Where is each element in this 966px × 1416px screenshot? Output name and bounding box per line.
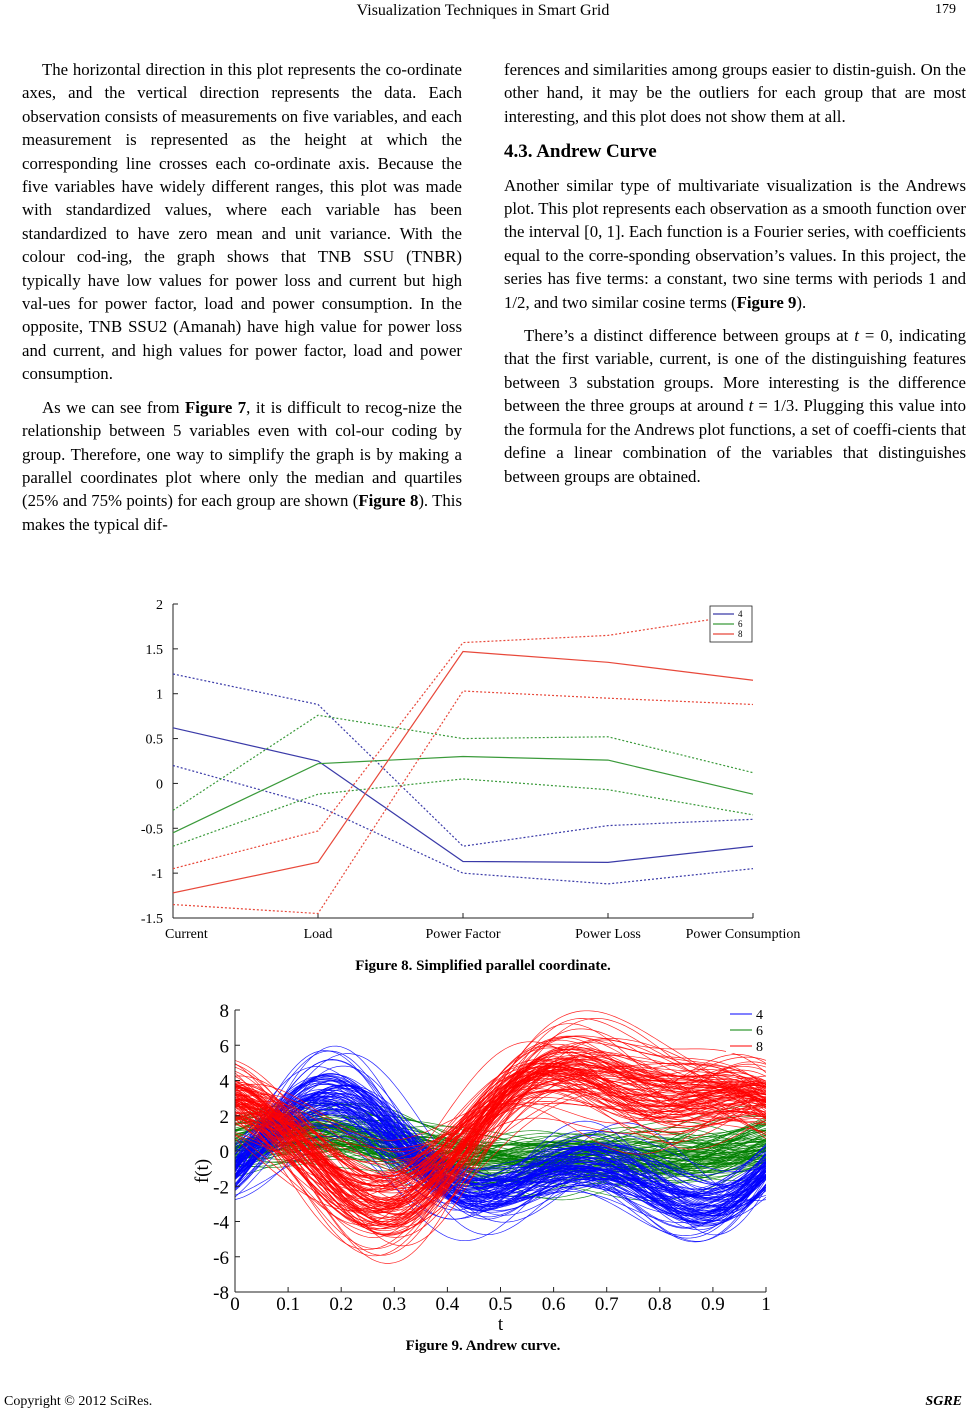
section-heading: 4.3. Andrew Curve: [504, 141, 657, 163]
y-tick-label: -6: [213, 1247, 229, 1269]
x-tick-label: 0: [230, 1294, 240, 1315]
paragraph: As we can see from Figure 7, it is difficult to recog-nize the relationship between 5 variables even with col-our coding by group. Therefore, one way to simplify the graph is by making a parallel coordinates plot where only the median and quartiles (25% and 75% points) for each group are shown (Figure 8). This makes the typical dif-: [22, 397, 462, 534]
y-tick-label: -1.5: [140, 912, 163, 927]
series-line-4-median: [173, 728, 753, 863]
x-tick-label: 0.7: [594, 1294, 619, 1315]
paragraph: Another similar type of multivariate visualization is the Andrews plot. This plot represents each observation as a smooth function over the interval [0, 1]. Each function is a Fourier series, with coefficients equal to the corre-sponding observation’s values. In this project, the series has five terms: a constant, two sine terms with periods 1 and 1/2, and two similar cosine terms (Figure 9).: [504, 175, 966, 312]
curves-group: [235, 1011, 766, 1264]
series-line-4-q75: [173, 674, 753, 846]
y-tick-label: -1: [151, 867, 163, 883]
figure-9-chart: [190, 1000, 790, 1336]
x-tick-label: 0.1: [276, 1294, 300, 1315]
y-tick-label: -4: [213, 1212, 229, 1234]
figure-ref[interactable]: Figure 8: [358, 491, 419, 511]
x-tick-label: Power Factor: [425, 927, 501, 942]
y-tick-label: -2: [213, 1177, 229, 1199]
running-header: Visualization Techniques in Smart Grid: [356, 2, 610, 19]
x-tick-label: Power Consumption: [685, 927, 801, 942]
x-tick-label: 0.8: [647, 1294, 672, 1315]
y-tick-label: 1: [156, 687, 163, 703]
x-tick-label: 0.2: [329, 1294, 354, 1315]
x-tick-label: 0.5: [488, 1294, 513, 1315]
x-tick-label: 0.4: [435, 1294, 460, 1315]
x-axis-label: t: [497, 1314, 504, 1335]
y-tick-label: 6: [219, 1036, 229, 1058]
left-column: [22, 58, 462, 546]
journal-name: SGRE: [925, 1394, 962, 1409]
series-line-6-q75: [173, 715, 753, 810]
paragraph: There’s a distinct difference between groups at t = 0, indicating that the first variable, current, is one of the distinguishing features between 3 substation groups. More interesting is the difference between the three groups at around t = 1/3. Plugging this value into the formula for the Andrews plot functions, a set of coeffi-cients that define a linear combination of the variables that distinguishes between groups are obtained.: [504, 326, 966, 486]
x-tick-label: 1: [761, 1294, 771, 1315]
page-number: 179: [935, 2, 956, 17]
right-column: [504, 58, 966, 498]
y-tick-label: -8: [213, 1283, 229, 1304]
x-tick-label: Power Loss: [575, 927, 641, 942]
y-tick-label: 0.5: [145, 732, 163, 748]
y-tick-label: 4: [219, 1071, 229, 1093]
figure-9-caption: Figure 9. Andrew curve.: [405, 1338, 561, 1354]
figure-ref[interactable]: Figure 9: [736, 292, 797, 312]
copyright: Copyright © 2012 SciRes.: [4, 1394, 153, 1409]
legend-label: 8: [756, 1040, 763, 1055]
figure-ref[interactable]: Figure 7: [185, 397, 247, 417]
series-line-6-q25: [173, 779, 753, 846]
legend-label: 4: [738, 609, 743, 619]
legend-label: 6: [738, 619, 743, 629]
series-line-8-median: [173, 652, 753, 893]
y-tick-label: 1.5: [145, 642, 163, 658]
y-tick-label: 0: [219, 1142, 229, 1163]
series-line-6-median: [173, 757, 753, 833]
y-tick-label: 2: [219, 1106, 229, 1128]
y-tick-label: -0.5: [140, 822, 163, 838]
figure-8-caption: Figure 8. Simplified parallel coordinate.: [355, 958, 611, 974]
y-tick-label: 0: [156, 777, 163, 793]
x-tick-label: 0.6: [541, 1294, 566, 1315]
paragraph: The horizontal direction in this plot represents the co-ordinate axes, and the vertical direction represents the data. Each observation consists of measurements on five variables, and each measurement is represented as the height at which the corresponding line crosses each co-ordinate axis. Because the five variables have widely different ranges, this plot was made with standardized values, where each variable has been standardized to have zero mean and unit variance. With the colour cod-ing, the graph shows that TNB SSU (TNBR) typically have low values for power loss and current but high val-ues for power factor, load and power consumption. In the opposite, TNB SSU2 (Amanah) have high value for power loss and current, and high values for power factor, load and power consumption.: [22, 60, 462, 384]
y-tick-label: 8: [219, 1001, 229, 1022]
y-axis-label: f(t): [192, 1158, 213, 1184]
x-tick-label: 0.9: [701, 1294, 725, 1315]
paragraph: ferences and similarities among groups easier to distin-guish. On the other hand, it may be the outliers for each group that are most interesting, and this plot does not show them at all.: [504, 60, 966, 126]
x-tick-label: Load: [303, 927, 333, 942]
legend-label: 6: [756, 1024, 763, 1039]
x-tick-label: 0.3: [382, 1294, 407, 1315]
x-tick-label: Current: [165, 927, 208, 942]
series-line-8-q25: [173, 691, 753, 913]
figure-8-chart: [120, 596, 810, 948]
legend-label: 8: [738, 629, 743, 639]
y-tick-label: 2: [156, 598, 163, 613]
series-line-4-q25: [173, 765, 753, 883]
legend-label: 4: [756, 1008, 763, 1023]
